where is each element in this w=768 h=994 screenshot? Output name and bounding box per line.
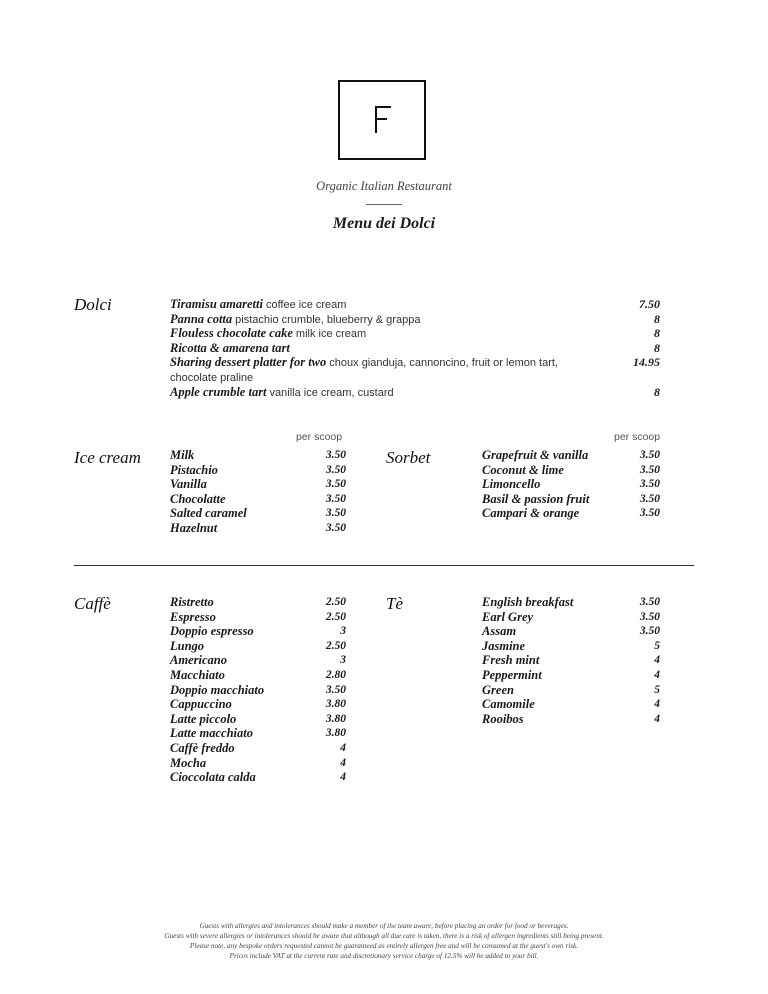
list-item: Americano [170,653,227,668]
dolci-item-desc: chocolate praline [170,372,254,384]
title-divider [366,204,402,205]
list-item: Grapefruit & vanilla [482,448,589,462]
list-price: 3 [340,654,346,667]
list-item: Jasmine [482,638,526,653]
list-item: Peppermint [482,667,542,682]
list-price: 4 [340,741,346,754]
list-item: Earl Grey [482,609,534,624]
list-item: Vanilla [170,477,207,492]
list-item: Ristretto [170,595,214,609]
list-item: Doppio macchiato [170,682,265,697]
dolci-item [170,341,290,356]
dolci-price: 14.95 [633,355,660,370]
section-title-sorbet: Sorbet [386,448,431,467]
section-title-caffe: Caffè [74,594,111,613]
te-prices [610,595,660,726]
list-item: Doppio espresso [170,624,254,639]
restaurant-logo [338,80,426,160]
dolci-item-desc: milk ice cream [295,328,367,341]
list-price: 3.50 [325,683,346,696]
dolci-item-desc: pistachio crumble, blueberry & grappa [235,313,421,326]
menu-title: Menu dei Dolci [332,215,436,232]
list-price: 3.80 [325,712,346,725]
dolci-item-name: Flouless chocolate cake [170,326,293,341]
list-price: 3.50 [325,463,346,476]
list-item: Rooibos [482,711,524,726]
section-title-te: Tè [386,594,403,613]
list-item: Latte macchiato [170,726,253,741]
dolci-item [170,297,346,313]
list-item: Latte piccolo [170,711,237,726]
dolci-item-desc: vanilla ice cream, custard [269,386,394,399]
section-title-dolci: Dolci [74,295,112,314]
list-price: 3.50 [639,596,660,608]
dolci-item [170,312,420,328]
list-item: Mocha [170,755,207,770]
list-price: 2.50 [325,610,346,623]
list-price: 3.50 [639,478,660,491]
list-price: 3 [340,625,346,638]
dolci-price: 8 [654,340,660,355]
list-item: Pistachio [170,462,218,477]
footer-line: Prices include VAT at the current rate and discretionary service charge of 12.5% will be added to your bill. [229,952,539,960]
sorbet-list [482,448,589,521]
list-item: Espresso [170,609,216,624]
list-item: Milk [170,448,195,462]
ice-cream-unit-label: per scoop [296,431,343,443]
list-price: 3.80 [325,727,346,740]
sorbet-prices [610,448,660,521]
allergen-notice [0,921,768,961]
list-price: 4 [654,712,660,725]
list-price: 4 [654,654,660,667]
list-price: 3.50 [325,492,346,505]
list-price: 2.50 [325,639,346,652]
footer-line: Guests with severe allergies or intolerances should be aware that although all due care is taken, there is a risk of allergen ingredients still being present. [164,932,604,940]
list-price: 3.50 [325,449,346,461]
dolci-item-name: Tiramisu amaretti [170,297,263,311]
list-price: 4 [654,668,660,681]
ice-cream-prices [296,448,346,536]
section-title-ice-cream: Ice cream [74,448,141,467]
list-item: Chocolatte [170,491,226,506]
list-item: Green [482,682,514,697]
dolci-item [170,385,394,401]
list-item: Lungo [170,638,205,653]
list-item: Salted caramel [170,506,247,521]
caffe-prices [296,595,346,785]
list-price: 2.80 [325,668,346,681]
list-item: English breakfast [482,595,574,609]
list-price: 3.50 [639,625,660,638]
sorbet-unit-label: per scoop [614,431,661,443]
dolci-price: 8 [654,326,660,341]
list-item: Coconut & lime [482,462,564,477]
list-price: 2.50 [325,596,346,608]
dolci-item-name: Sharing dessert platter for two [170,355,327,370]
list-price: 3.50 [639,463,660,476]
list-item: Caffè freddo [170,740,235,755]
list-price: 3.50 [325,478,346,491]
list-item: Basil & passion fruit [482,491,590,506]
footer-line: Please note, any bespoke orders requested cannot be guaranteed as entirely allergen free and will be consumed at the guest's own risk. [189,942,579,950]
list-price: 3.80 [325,698,346,711]
list-item: Hazelnut [170,520,218,535]
list-price: 5 [654,683,660,696]
list-item: Campari & orange [482,506,580,521]
list-item: Limoncello [482,477,541,492]
dolci-price: 8 [654,311,660,326]
list-item: Cappuccino [170,697,232,712]
dolci-item [170,355,558,371]
dolci-item-desc-continued [170,370,253,386]
footer-line: Guests with allergies and intolerances should make a member of the team aware, before placing an order for food or beverages. [199,922,569,930]
list-price: 5 [654,639,660,652]
list-price: 3.50 [639,507,660,520]
tagline: Organic Italian Restaurant [316,179,452,193]
ice-cream-list [170,448,247,536]
dolci-item-name: Panna cotta [170,311,233,326]
logo-letter-f [375,106,391,133]
list-item: Cioccolata calda [170,770,256,785]
dolci-item [170,326,366,342]
dolci-item-desc: choux gianduja, cannoncino, fruit or lemon tart, [329,357,558,370]
list-item: Camomile [482,697,535,712]
list-price: 4 [340,771,346,784]
list-price: 4 [340,756,346,769]
dolci-item-name: Ricotta & amarena tart [170,340,290,355]
dolci-item-desc: coffee ice cream [265,299,347,311]
list-price: 3.50 [639,492,660,505]
list-item: Assam [482,624,517,639]
list-price: 3.50 [639,610,660,623]
list-price: 4 [654,698,660,711]
list-price: 3.50 [639,449,660,461]
dolci-price: 7.50 [639,297,660,311]
list-price: 3.50 [325,521,346,534]
dolci-price: 8 [654,384,660,399]
dolci-item-name: Apple crumble tart [170,384,267,399]
list-item: Fresh mint [482,653,540,668]
section-divider [74,565,694,566]
caffe-list [170,595,264,785]
list-item: Macchiato [170,667,225,682]
te-list [482,595,573,726]
list-price: 3.50 [325,507,346,520]
